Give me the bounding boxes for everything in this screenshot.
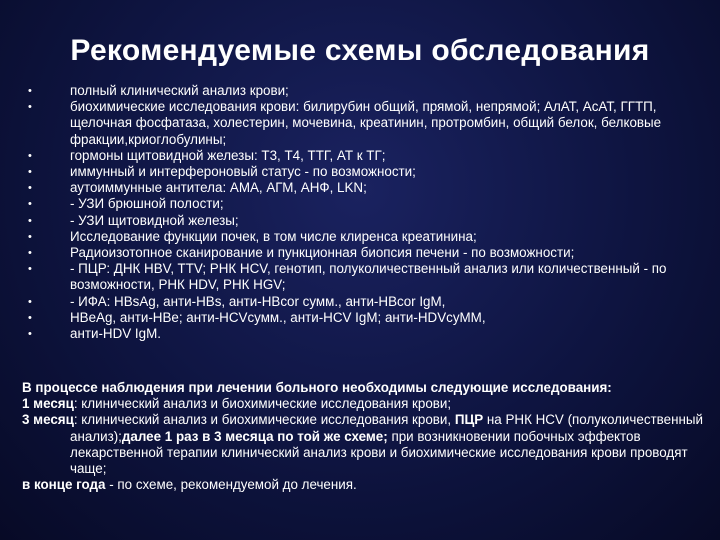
list-item-text: Радиоизотопное сканирование и пункционная биопсия печени - по возможности; [70, 245, 575, 261]
bullet-icon: • [28, 230, 32, 243]
month-3-label: 3 месяц [22, 412, 74, 428]
list-item [22, 229, 707, 245]
bullet-icon: • [28, 214, 32, 227]
list-item [22, 99, 707, 148]
list-item [22, 213, 707, 229]
list-item [22, 294, 707, 310]
list-item-text: - ИФА: HBsAg, анти-HBs, анти-HBcor сумм., анти-HBcor IgM, [70, 293, 446, 309]
list-item [22, 326, 707, 342]
list-item-text: иммунный и интерфероновый статус - по возможности; [70, 164, 416, 180]
bullet-icon: • [28, 182, 32, 195]
list-item-text: анти-HDV IgM. [70, 326, 161, 342]
list-item [22, 245, 707, 261]
list-item-text: - ПЦР: ДНК HBV, TTV; РНК HCV, генотип, полуколичественный анализ или количественный - по возможности, РНК HDV, РНК HGV; [70, 261, 667, 293]
list-item [22, 310, 707, 326]
list-item [22, 196, 707, 212]
list-item-text: биохимические исследования крови: билирубин общий, прямой, непрямой; АлАТ, АсАТ, ГГТП, щелочная фосфатаза, холестерин, мочевина, креатинин, протромбин, общий белок, белковые фракции,криоглобулины; [70, 99, 662, 147]
list-item-text: гормоны щитовидной железы: Т3, Т4, ТТГ, АТ к ТГ; [70, 147, 386, 163]
bullet-icon: • [28, 198, 32, 211]
year-end-label: в конце года [22, 477, 106, 493]
month-3-item: 3 месяц: клинический анализ и биохимические исследования крови, ПЦР на РНК HCV (полуколичественный анализ);далее 1 раз в 3 месяца по той же схеме; при возникновении побочных эффектов лекарственной терапии клинический анализ крови и биохимические исследования крови проводят чаще; [22, 412, 703, 477]
bullet-icon: • [28, 328, 32, 341]
list-item-text: Исследование функции почек, в том числе клиренса креатинина; [70, 228, 477, 244]
follow-up-heading: В процессе наблюдения при лечении больного необходимы следующие исследования: [22, 380, 612, 395]
bullet-icon: • [28, 247, 32, 260]
list-item [22, 83, 707, 99]
bullet-icon: • [28, 149, 32, 162]
list-item-text: полный клинический анализ крови; [70, 83, 289, 98]
list-item-text: - УЗИ брюшной полости; [70, 196, 224, 212]
bullet-icon: • [28, 166, 32, 179]
list-item [22, 164, 707, 180]
bullet-icon: • [28, 263, 32, 276]
bullet-icon: • [28, 101, 32, 114]
slide-title: Рекомендуемые схемы обследования [70, 34, 650, 67]
examination-list [22, 83, 707, 342]
list-item-text: HBeAg, анти-HBe; анти-HCVсумм., анти-HCV IgM; анти-HDVсуММ, [70, 309, 486, 325]
year-end-item: в конце года - по схеме, рекомендуемой до лечения. [22, 477, 357, 493]
month-1-item: 1 месяц: клинический анализ и биохимические исследования крови; [22, 396, 452, 412]
list-item [22, 180, 707, 196]
list-item-text: аутоиммунные антитела: АМА, АГМ, АНФ, LKN; [70, 180, 367, 196]
month-1-label: 1 месяц [22, 396, 74, 412]
follow-up-section [22, 380, 707, 493]
bullet-icon: • [28, 295, 32, 308]
list-item [22, 148, 707, 164]
list-item [22, 261, 707, 293]
list-item-text: - УЗИ щитовидной железы; [70, 212, 239, 228]
bullet-icon: • [28, 85, 32, 97]
bullet-icon: • [28, 311, 32, 324]
